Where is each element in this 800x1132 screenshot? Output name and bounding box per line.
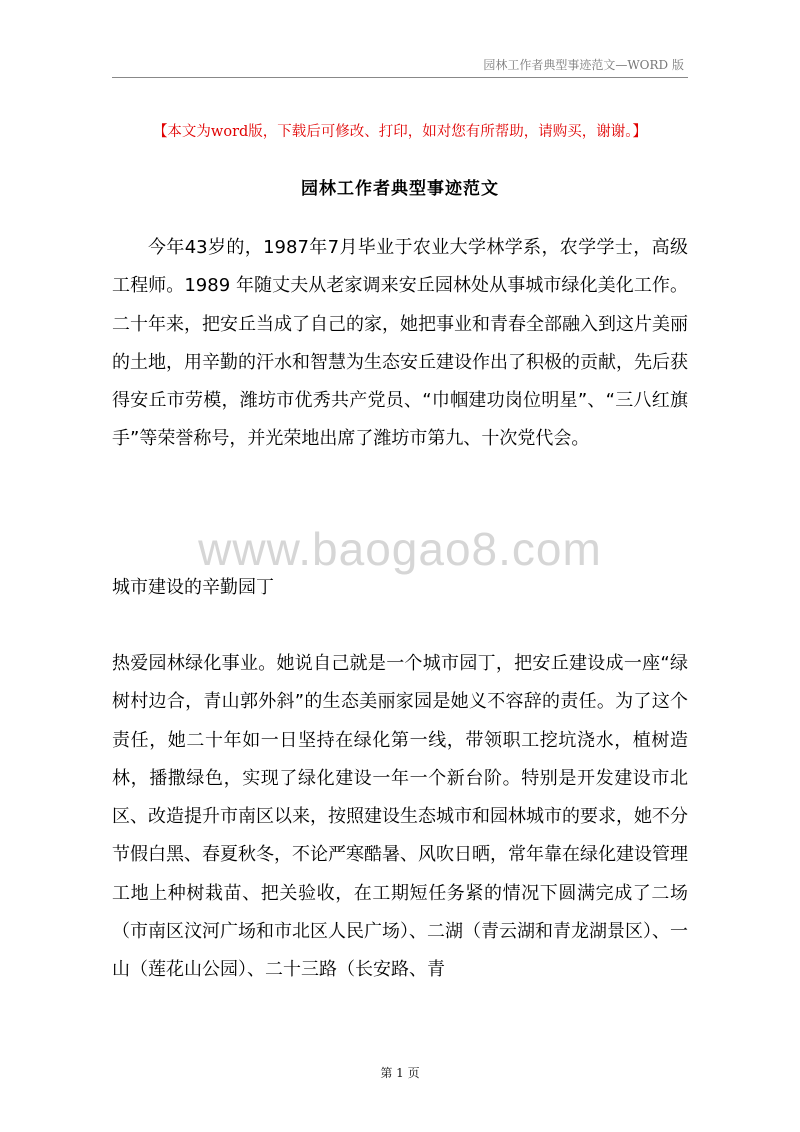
body-paragraph-2: 热爱园林绿化事业。她说自己就是一个城市园丁，把安丘建设成一座“绿树村边合，青山郭外斜”的生态美丽家园是她义不容辞的责任。为了这个责任，她二十年如一日坚持在绿化第一线，带领职工挖坑浇水，植树造林，播撒绿色，实现了绿化建设一年一个新台阶。特别是开发建设市北区、改造提升市南区以来，按照建设生态城市和园林城市的要求，她不分节假白黑、春夏秋冬，不论严寒酷暑、风吹日晒，常年靠在绿化建设管理工地上种树栽苗、把关验收，在工期短任务紧的情况下圆满完成了二场（市南区汶河广场和市北区人民广场）、二湖（青云湖和青龙湖景区）、一山（莲花山公园）、二十三路（长安路、青 xyxy=(112,653,688,981)
running-header: 园林工作者典型事迹范文—WORD 版 xyxy=(483,58,684,72)
watermark: www.baogao8.com xyxy=(198,523,602,575)
section-heading: 城市建设的辛勤园丁 xyxy=(112,577,274,598)
document-title: 园林工作者典型事迹范文 xyxy=(301,179,499,199)
page-number: 第 1 页 xyxy=(380,1066,420,1080)
purchase-notice: 【本文为word版，下载后可修改、打印，如对您有所帮助，请购买，谢谢。】 xyxy=(152,124,648,140)
header-divider xyxy=(112,77,688,78)
body-paragraph-1: 今年43岁的，1987年7月毕业于农业大学林学系，农学学士，高级工程师。1989 年随丈夫从老家调来安丘园林处从事城市绿化美化工作。二十年来，把安丘当成了自己的家，她把事业和青春全部融入到这片美丽的土地，用辛勤的汗水和智慧为生态安丘建设作出了积极的贡献，先后获得安丘市劳模，潍坊市优秀共产党员、“巾帼建功岗位明星”、“三八红旗手”等荣誉称号，并光荣地出席了潍坊市第九、十次党代会。 xyxy=(112,237,688,450)
